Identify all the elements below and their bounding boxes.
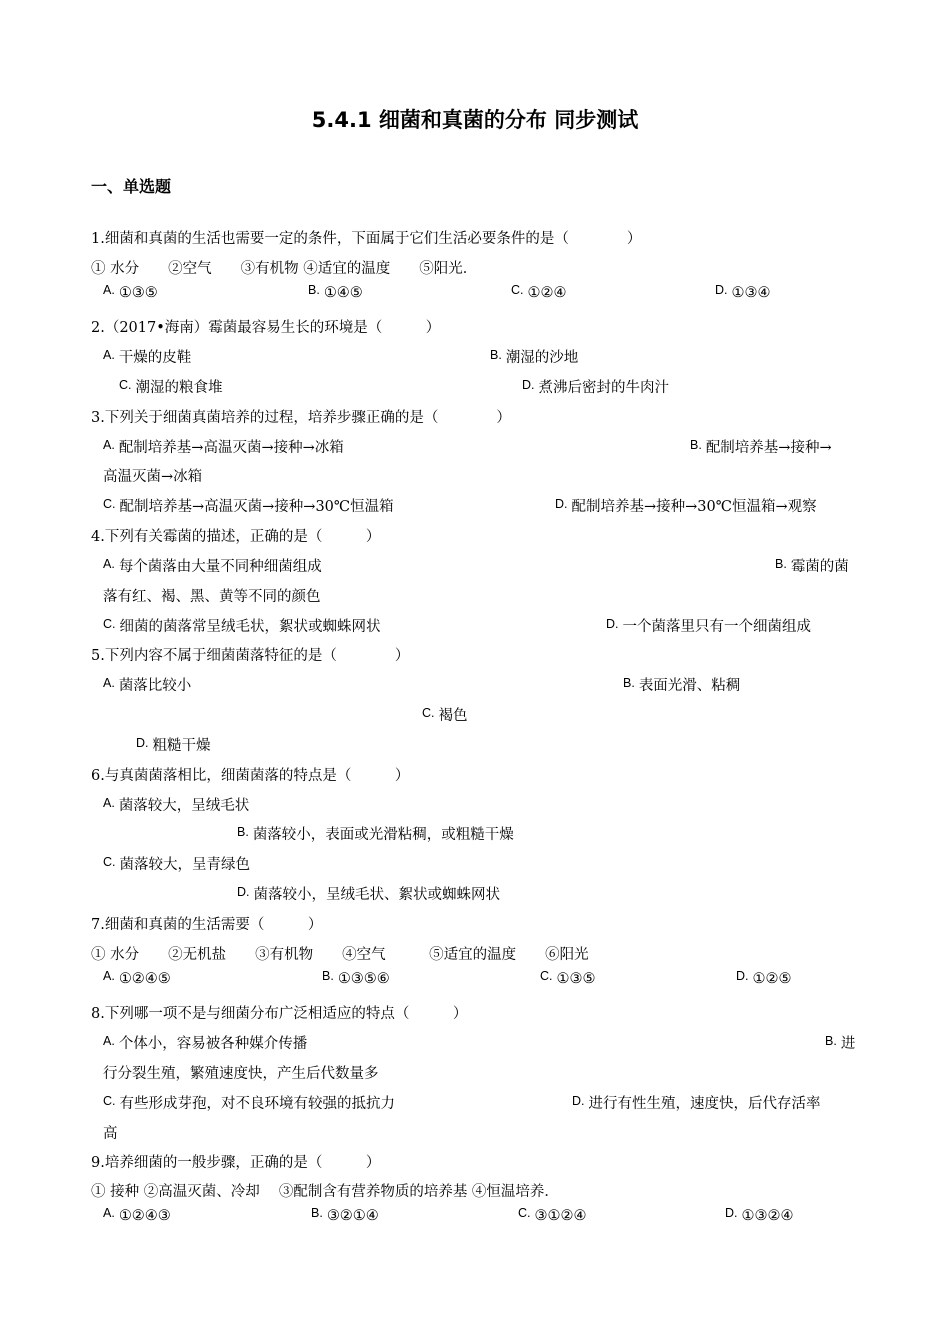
question-9-option-a[interactable]: A. ①②④③: [103, 1206, 171, 1224]
question-1-stem: 1.细菌和真菌的生活也需要一定的条件，下面属于它们生活必要条件的是（ ）: [91, 231, 642, 247]
question-3-option-d[interactable]: D. 配制培养基→接种→30℃恒温箱→观察: [555, 497, 817, 515]
question-4-option-d[interactable]: D. 一个菌落里只有一个细菌组成: [606, 617, 811, 635]
question-7-option-a[interactable]: A. ①②④⑤: [103, 969, 171, 987]
question-9-option-b[interactable]: B. ③②①④: [311, 1206, 379, 1224]
question-5-stem: 5.下列内容不属于细菌菌落特征的是（ ）: [91, 648, 410, 664]
question-5-option-c[interactable]: C. 褐色: [422, 706, 468, 724]
question-8-option-c[interactable]: C. 有些形成芽孢，对不良环境有较强的抵抗力: [103, 1094, 395, 1112]
question-8-stem: 8.下列哪一项不是与细菌分布广泛相适应的特点（ ）: [91, 1006, 468, 1022]
question-4-option-c[interactable]: C. 细菌的菌落常呈绒毛状，絮状或蜘蛛网状: [103, 617, 381, 635]
question-9-option-c[interactable]: C. ③①②④: [518, 1206, 587, 1224]
section-heading: 一、单选题: [91, 177, 172, 196]
question-7-stem: 7.细菌和真菌的生活需要（ ）: [91, 917, 323, 933]
question-3-option-b-continued: 高温灭菌→冰箱: [103, 469, 203, 485]
question-1-option-d[interactable]: D. ①③④: [715, 283, 771, 301]
question-5-option-d[interactable]: D. 粗糙干燥: [136, 736, 211, 754]
question-6-option-d[interactable]: D. 菌落较小，呈绒毛状、絮状或蜘蛛网状: [237, 885, 500, 903]
question-3-option-c[interactable]: C. 配制培养基→高温灭菌→接种→30℃恒温箱: [103, 497, 394, 515]
question-1-conditions: ① 水分 ②空气 ③有机物 ④适宜的温度 ⑤阳光．: [91, 261, 478, 277]
question-6-option-b[interactable]: B. 菌落较小，表面或光滑粘稠，或粗糙干燥: [237, 825, 514, 843]
question-2-stem: 2.（2017•海南）霉菌最容易生长的环境是（ ）: [91, 320, 441, 336]
question-7-conditions: ① 水分 ②无机盐 ③有机物 ④空气 ⑤适宜的温度 ⑥阳光: [91, 947, 589, 963]
question-7-option-c[interactable]: C. ①③⑤: [540, 969, 596, 987]
question-2-option-d[interactable]: D. 煮沸后密封的牛肉汁: [522, 378, 669, 396]
question-6-stem: 6.与真菌菌落相比，细菌菌落的特点是（ ）: [91, 768, 410, 784]
question-3-option-b[interactable]: B. 配制培养基→接种→: [690, 438, 832, 456]
question-5-option-a[interactable]: A. 菌落比较小: [103, 676, 192, 694]
question-8-option-d[interactable]: D. 进行有性生殖，速度快，后代存活率: [572, 1094, 821, 1112]
question-4-stem: 4.下列有关霉菌的描述，正确的是（ ）: [91, 529, 381, 545]
question-1-option-b[interactable]: B. ①④⑤: [308, 283, 363, 301]
question-2-option-b[interactable]: B. 潮湿的沙地: [490, 348, 579, 366]
question-5-option-b[interactable]: B. 表面光滑、粘稠: [623, 676, 741, 694]
document-title: 5.4.1 细菌和真菌的分布 同步测试: [311, 108, 639, 132]
question-7-option-b[interactable]: B. ①③⑤⑥: [322, 969, 390, 987]
question-1-option-c[interactable]: C. ①②④: [511, 283, 567, 301]
question-3-stem: 3.下列关于细菌真菌培养的过程，培养步骤正确的是（ ）: [91, 410, 511, 426]
question-1-option-a[interactable]: A. ①③⑤: [103, 283, 158, 301]
question-9-stem: 9.培养细菌的一般步骤，正确的是（ ）: [91, 1155, 381, 1171]
question-8-option-a[interactable]: A. 个体小，容易被各种媒介传播: [103, 1034, 308, 1052]
question-3-option-a[interactable]: A. 配制培养基→高温灭菌→接种→冰箱: [103, 438, 344, 456]
question-8-option-b-continued: 行分裂生殖，繁殖速度快，产生后代数量多: [103, 1066, 379, 1082]
question-4-option-b[interactable]: B. 霉菌的菌: [775, 557, 849, 575]
question-8-option-b[interactable]: B. 进: [825, 1034, 856, 1052]
question-4-option-b-continued: 落有红、褐、黑、黄等不同的颜色: [103, 589, 321, 605]
question-2-option-a[interactable]: A. 干燥的皮鞋: [103, 348, 192, 366]
question-4-option-a[interactable]: A. 每个菌落由大量不同种细菌组成: [103, 557, 322, 575]
question-8-option-d-continued: 高: [103, 1126, 118, 1142]
question-6-option-a[interactable]: A. 菌落较大，呈绒毛状: [103, 796, 250, 814]
question-9-option-d[interactable]: D. ①③②④: [725, 1206, 794, 1224]
question-9-steps: ① 接种 ②高温灭菌、冷却 ③配制含有营养物质的培养基 ④恒温培养．: [91, 1184, 559, 1200]
question-6-option-c[interactable]: C. 菌落较大，呈青绿色: [103, 855, 250, 873]
question-7-option-d[interactable]: D. ①②⑤: [736, 969, 792, 987]
question-2-option-c[interactable]: C. 潮湿的粮食堆: [119, 378, 223, 396]
